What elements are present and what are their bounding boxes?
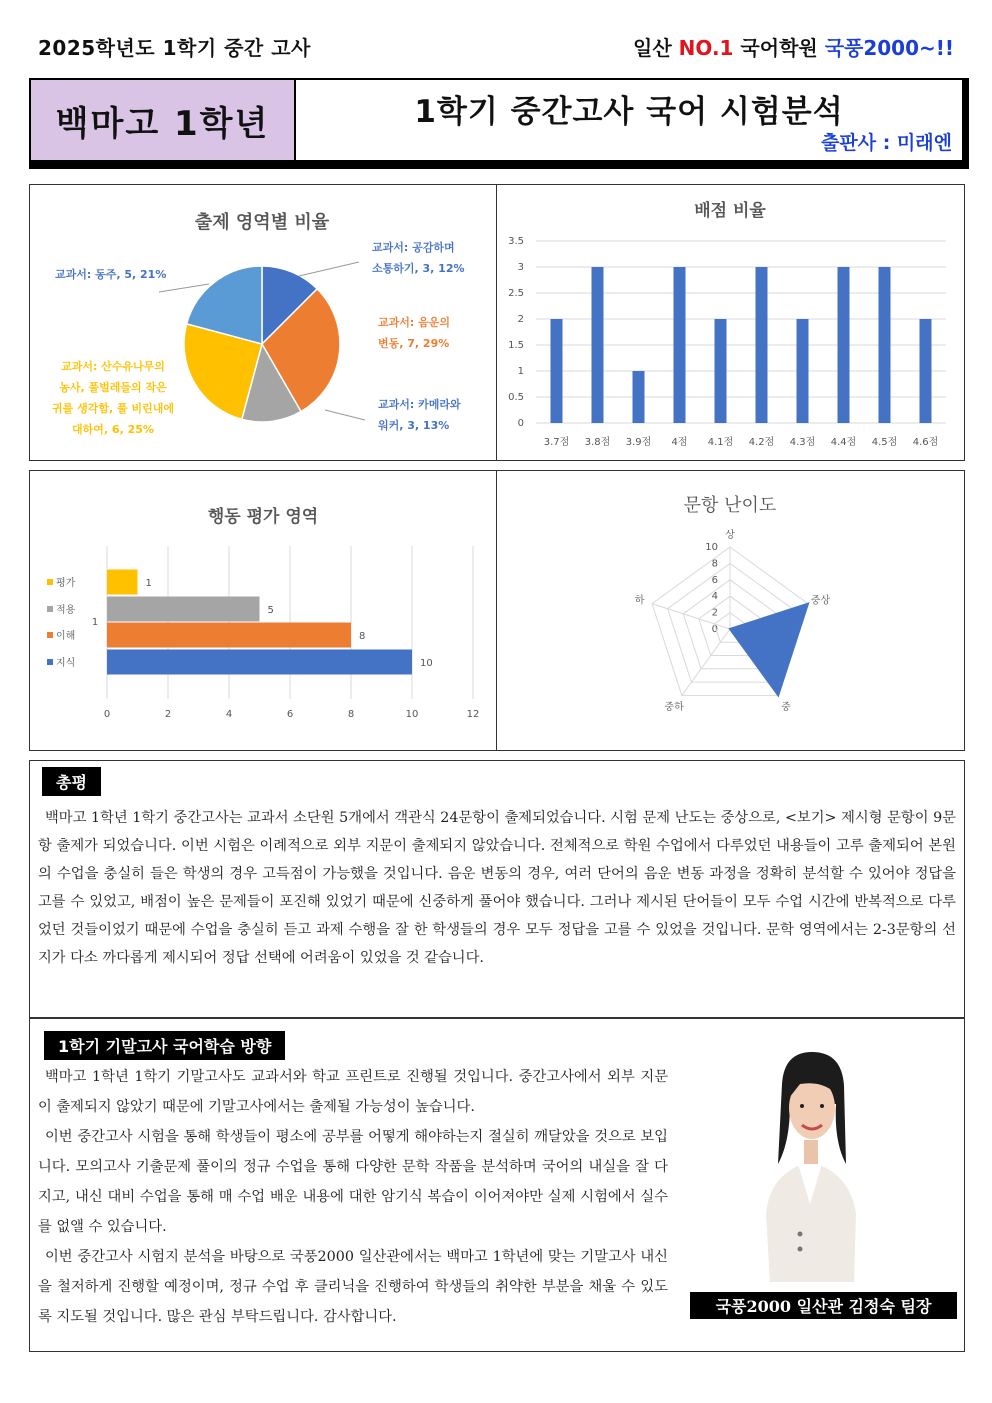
hbar-x-tick: 6 bbox=[286, 709, 294, 720]
publisher-label: 출판사 : 미래엔 bbox=[821, 132, 952, 154]
hbar-x-tick: 12 bbox=[466, 709, 480, 720]
hbar-legend-swatch bbox=[47, 606, 53, 612]
radar-axis-label: 하 bbox=[634, 595, 645, 607]
hbar-chart bbox=[29, 470, 497, 751]
plan-paragraph-3: 이번 중간고사 시험지 분석을 바탕으로 국풍2000 일산관에서는 백마고 1학년에 맞는 기말고사 내신을 철저하게 진행할 예정이며, 정규 수업 후 클리닉을 진행하여 학생들의 취약한 부분을 채울 수 있도록 지도될 것입니다. 많은 관심 부탁드립니다. 감사합니다. bbox=[38, 1249, 668, 1325]
radar-r-tick: 0 bbox=[711, 624, 718, 635]
radar-axis-label: 중상 bbox=[810, 595, 831, 607]
hbar-x-tick: 10 bbox=[405, 709, 419, 720]
bar-chart bbox=[496, 184, 965, 461]
bar-x-tick: 4.5점 bbox=[871, 437, 898, 448]
bar bbox=[756, 267, 768, 423]
bar-x-tick: 4.1점 bbox=[707, 437, 734, 448]
hbar-x-tick: 0 bbox=[103, 709, 111, 720]
summary-text bbox=[38, 804, 956, 972]
hbar-x-tick: 8 bbox=[347, 709, 355, 720]
study-plan-tag: 1학기 기말고사 국어학습 방향 bbox=[44, 1031, 285, 1060]
pie-data-label: 농사, 풀벌레들의 작은 bbox=[59, 381, 167, 394]
bar bbox=[592, 267, 604, 423]
slogan-brand: 국풍2000~!! bbox=[824, 36, 954, 60]
pie-leader-line bbox=[159, 284, 209, 292]
bar-x-tick: 4.4점 bbox=[830, 437, 857, 448]
bar-x-tick: 4.6점 bbox=[912, 437, 939, 448]
radar-r-tick: 2 bbox=[711, 607, 718, 619]
radar-r-tick: 8 bbox=[711, 558, 718, 570]
pie-data-label: 교과서: 카메라와 bbox=[378, 398, 461, 411]
bar-y-tick: 3 bbox=[517, 262, 524, 273]
hbar-legend-swatch bbox=[47, 632, 53, 638]
hbar-data-label: 8 bbox=[359, 631, 366, 642]
radar-r-tick: 4 bbox=[711, 591, 718, 603]
bar-x-tick: 3.9점 bbox=[625, 437, 652, 448]
pie-data-label: 워커, 3, 13% bbox=[378, 419, 450, 432]
pie-leader-line bbox=[299, 262, 359, 276]
pie-data-label: 교과서: 동주, 5, 21% bbox=[55, 268, 167, 281]
summary-paragraph: 백마고 1학년 1학기 중간고사는 교과서 소단원 5개에서 객관식 24문항이 출제되었습니다. 시험 문제 난도는 중상으로, <보기> 제시형 문항이 9문항 출제가 되었습니다. 이번 시험은 이례적으로 외부 지문이 출제되지 않았습니다. 전체적으로 학원 수업에서 다루었던 내용들이 고루 출제되어 본원의 수업을 충실히 들은 학생의 경우 고득점이 가능했을 것입니다. 음운 변동의 경우, 여러 단어의 음운 변동 과정을 정확히 분석할 수 있어야 정답을 고를 수 있었고, 배점이 높은 문제들이 포진해 있었기 때문에 신중하게 풀어야 했습니다. 그러나 제시된 단어들이 모두 수업 시간에 반복적으로 다루었던 것들이었기 때문에 수업을 충실히 듣고 과제 수행을 잘 한 학생들의 경우 모두 정답을 고를 수 있었을 것입니다. 문학 영역에서는 2-3문항의 선지가 다소 까다롭게 제시되어 정답 선택에 어려움이 있었을 것 같습니다. bbox=[38, 810, 956, 966]
radar-axis-label: 상 bbox=[725, 529, 735, 541]
hbar-legend-label: 평가 bbox=[56, 578, 76, 589]
page-title: 1학기 중간고사 국어 시험분석 bbox=[414, 94, 844, 130]
hbar-data-label: 5 bbox=[267, 605, 274, 616]
hbar-data-label: 10 bbox=[420, 658, 433, 669]
plan-paragraph-1: 백마고 1학년 1학기 기말고사도 교과서와 학교 프린트로 진행될 것입니다. 중간고사에서 외부 지문이 출제되지 않았기 때문에 기말고사에서는 출제될 가능성이 높습니다. bbox=[38, 1069, 668, 1115]
hbar-legend-swatch bbox=[47, 579, 53, 585]
radar-spoke bbox=[652, 604, 730, 629]
bar bbox=[879, 267, 891, 423]
school-label: 백마고 1학년 bbox=[31, 80, 296, 160]
bar-y-tick: 0.5 bbox=[508, 392, 524, 403]
radar-r-tick: 10 bbox=[705, 542, 718, 553]
bar-y-tick: 0 bbox=[517, 418, 524, 429]
bar-y-tick: 2.5 bbox=[508, 288, 524, 299]
bar-chart-title: 배점 비율 bbox=[694, 201, 766, 221]
pie-data-label: 교과서: 공감하며 bbox=[372, 241, 455, 254]
title-shadow-bottom bbox=[29, 161, 969, 169]
pie-chart-title: 출제 영역별 비율 bbox=[194, 212, 330, 233]
bar bbox=[674, 267, 686, 423]
hbar-bar bbox=[107, 623, 351, 648]
summary-tag: 총평 bbox=[42, 767, 101, 796]
hbar-legend-label: 적용 bbox=[56, 605, 76, 616]
bar-x-tick: 4.3점 bbox=[789, 437, 816, 448]
slogan-no1: NO.1 bbox=[678, 36, 734, 60]
pie-data-label: 변동, 7, 29% bbox=[378, 337, 450, 350]
hbar-bar bbox=[107, 597, 260, 622]
bar-x-tick: 4.2점 bbox=[748, 437, 775, 448]
bar-y-tick: 3.5 bbox=[508, 236, 524, 247]
bar-x-tick: 4점 bbox=[671, 437, 688, 448]
hbar-legend-label: 이해 bbox=[56, 631, 76, 642]
exam-header: 2025학년도 1학기 중간 고사 bbox=[38, 36, 311, 60]
hbar-x-tick: 4 bbox=[225, 709, 233, 720]
bar-x-tick: 3.8점 bbox=[584, 437, 611, 448]
hbar-data-label: 1 bbox=[145, 578, 152, 589]
bar bbox=[920, 319, 932, 423]
teacher-signature: 국풍2000 일산관 김정숙 팀장 bbox=[690, 1292, 957, 1319]
hbar-category-label: 1 bbox=[91, 617, 99, 628]
bar bbox=[551, 319, 563, 423]
radar-chart bbox=[496, 470, 965, 751]
radar-axis-label: 중하 bbox=[664, 701, 684, 713]
bar-y-tick: 1 bbox=[517, 366, 524, 377]
bar-x-tick: 3.7점 bbox=[543, 437, 570, 448]
pie-data-label: 교과서: 음운의 bbox=[378, 316, 450, 329]
pie-chart bbox=[29, 184, 497, 461]
slogan-prefix: 일산 bbox=[633, 36, 679, 60]
pie-data-label: 소통하기, 3, 12% bbox=[372, 262, 465, 275]
hbar-legend-label: 지식 bbox=[56, 658, 76, 669]
bar bbox=[797, 319, 809, 423]
hbar-bar bbox=[107, 570, 138, 595]
hbar-chart-title: 행동 평가 영역 bbox=[207, 507, 319, 527]
hbar-bar bbox=[107, 650, 412, 675]
study-plan-text bbox=[38, 1062, 668, 1332]
bar bbox=[633, 371, 645, 423]
academy-slogan bbox=[633, 32, 954, 61]
pie-data-label: 귀를 생각함, 풀 비린내에 bbox=[52, 402, 174, 415]
bar-y-tick: 2 bbox=[517, 314, 524, 325]
bar bbox=[838, 267, 850, 423]
pie-leader-line bbox=[325, 410, 365, 420]
pie-data-label: 대하여, 6, 25% bbox=[72, 423, 154, 436]
radar-r-tick: 6 bbox=[711, 574, 718, 586]
radar-chart-title: 문항 난이도 bbox=[683, 495, 777, 516]
radar-axis-label: 중 bbox=[781, 701, 791, 713]
hbar-x-tick: 2 bbox=[164, 709, 172, 720]
radar-spoke bbox=[682, 629, 730, 695]
bar-y-tick: 1.5 bbox=[508, 340, 524, 351]
pie-data-label: 교과서: 산수유나무의 bbox=[61, 360, 165, 373]
slogan-mid: 국어학원 bbox=[733, 36, 825, 60]
teacher-photo bbox=[752, 1044, 872, 1282]
plan-paragraph-2: 이번 중간고사 시험을 통해 학생들이 평소에 공부를 어떻게 해야하는지 절실히 깨달았을 것으로 보입니다. 모의고사 기출문제 풀이의 정규 수업을 통해 다양한 문학 작품을 분석하며 국어의 내실을 잘 다지고, 내신 대비 수업을 통해 매 수업 배운 내용에 대한 암기식 복습이 이어져야만 실제 시험에서 실수를 없앨 수 있습니다. bbox=[38, 1129, 668, 1235]
hbar-legend-swatch bbox=[47, 659, 53, 665]
bar bbox=[715, 319, 727, 423]
